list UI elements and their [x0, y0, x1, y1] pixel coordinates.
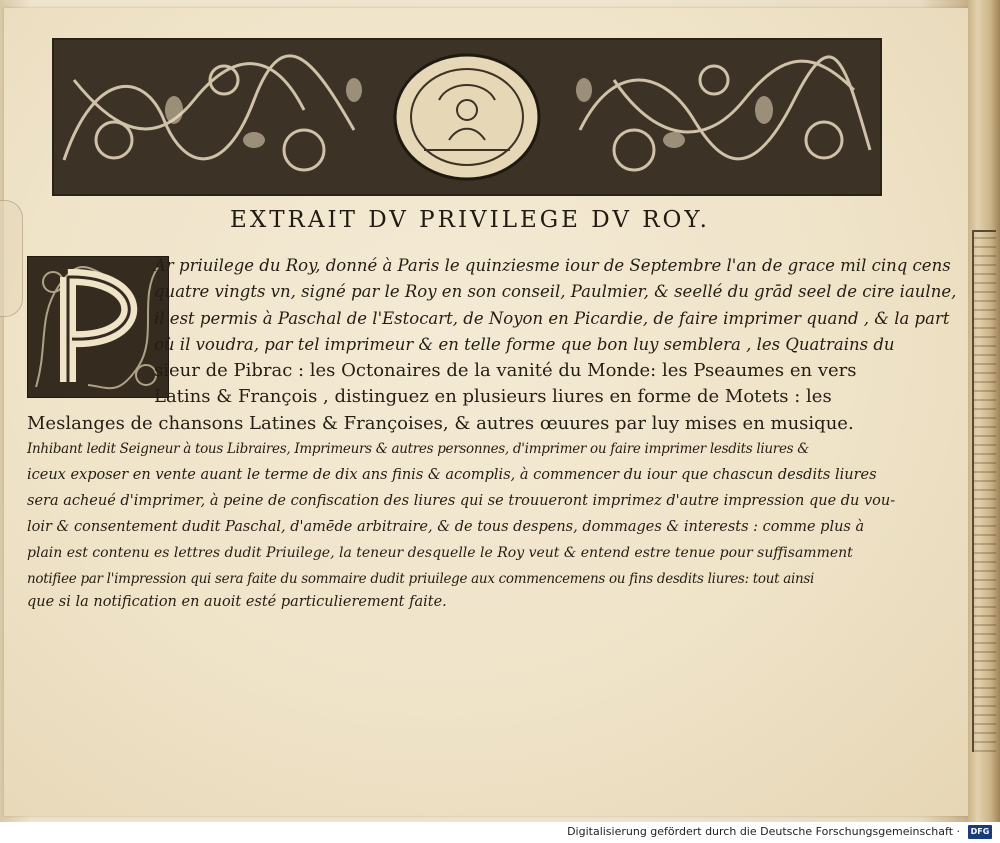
page-tab-notch — [0, 200, 23, 317]
text-line: Inhibant ledit Seigneur à tous Libraires, Imprimeurs & autres personnes, d'imprimer ou faire imprimer lesdits liures & — [27, 441, 809, 457]
text-line: il est permis à Paschal de l'Estocart, de Noyon en Picardie, de faire imprimer quand , & la part — [154, 309, 950, 328]
footer-credit: Digitalisierung gefördert durch die Deutsche Forschungsgemeinschaft · — [567, 825, 960, 838]
text-line: où il voudra, par tel imprimeur & en telle forme que bon luy semblera , les Quatrains du — [154, 335, 895, 354]
text-line: iceux exposer en vente auant le terme de dix ans finis & acomplis, à commencer du iour que chascun desdits liures — [27, 467, 877, 483]
footer-bar — [0, 822, 1000, 843]
text-line: plain est contenu es lettres dudit Priuilege, la teneur desquelle le Roy veut & entend estre tenue pour suffisamment — [27, 545, 853, 561]
dfg-logo: DFG — [968, 825, 992, 839]
decorated-initial-p — [27, 256, 169, 398]
text-line: sieur de Pibrac : les Octonaires de la vanité du Monde: les Pseaumes en vers — [154, 360, 857, 381]
text-line: loir & consentement dudit Paschal, d'amēde arbitraire, & de tous despens, dommages & interests : comme plus à — [27, 519, 865, 535]
page-title: EXTRAIT DV PRIVILEGE DV ROY. — [230, 207, 710, 233]
text-line: sera acheué d'imprimer, à peine de confiscation des liures qui se trouueront imprimez d'autre impression que du vou- — [27, 493, 896, 509]
text-line: notifiee par l'impression qui sera faite du sommaire dudit priuilege aux commencemens ou fins desdits liures: tout ainsi — [27, 571, 815, 587]
next-leaf-edge — [972, 230, 996, 752]
text-segment: Meslanges de chansons Latines & Françoises, & autres œuures par luy mises en musique. — [27, 413, 854, 434]
text-line: Latins & François , distinguez en plusieurs liures en forme de Motets : les — [154, 386, 832, 407]
text-line: que si la notification en auoit esté particulierement faite. — [27, 594, 447, 610]
ornamental-banner — [52, 38, 882, 196]
text-line: quatre vingts vn, signé par le Roy en son conseil, Paulmier, & seellé du grād seel de cire iaulne, — [154, 282, 957, 301]
text-line: Ar priuilege du Roy, donné à Paris le quinziesme iour de Septembre l'an de grace mil cinq cens — [154, 256, 951, 275]
text-line-mixed — [27, 413, 854, 435]
